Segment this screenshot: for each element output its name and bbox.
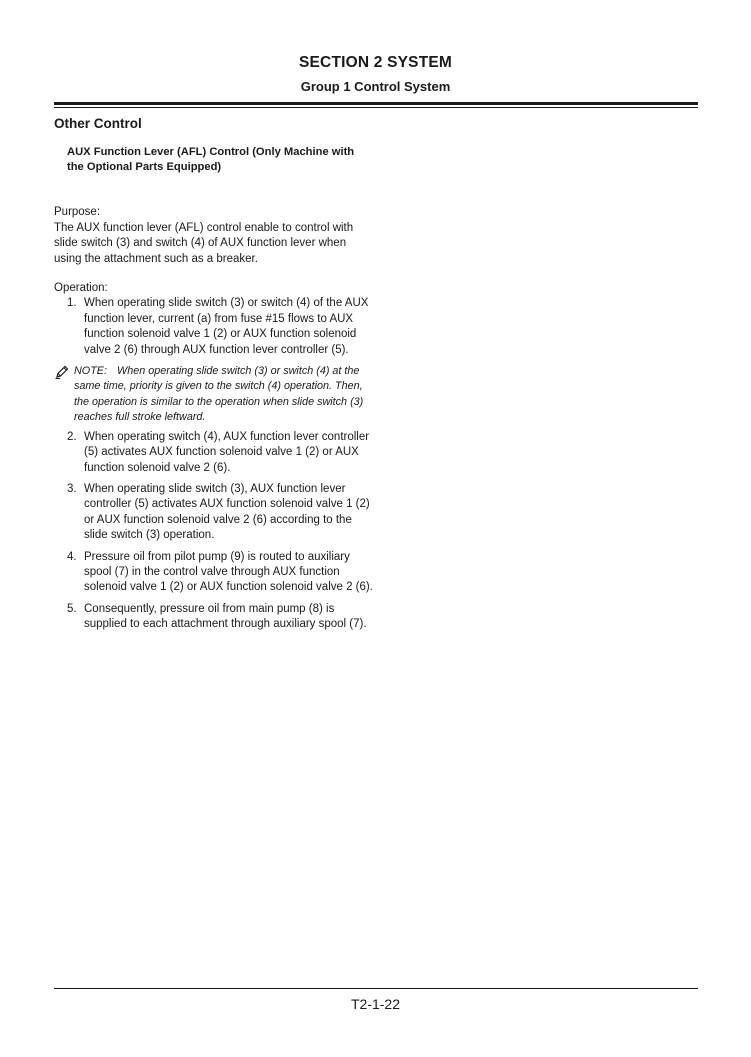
- step-number: 4.: [67, 550, 77, 563]
- note-block: [54, 364, 374, 426]
- list-item: [54, 482, 374, 544]
- list-item: [54, 296, 374, 358]
- note-text: When operating slide switch (3) or switch (4) at the same time, priority is given to the switch (4) operation. Then, the operation is similar to the operation when slide switch (3) reaches full stroke leftward.: [74, 365, 364, 424]
- list-item: [54, 550, 374, 596]
- page-number: T2-1-22: [350, 996, 401, 1012]
- header-rule-thin: [54, 107, 698, 108]
- purpose-label: Purpose:: [54, 206, 101, 219]
- step-number: 5.: [67, 602, 77, 615]
- step-text: When operating switch (4), AUX function lever controller (5) activates AUX function solenoid valve 1 (2) or AUX function solenoid valve 2 (6).: [84, 430, 370, 474]
- main-content: [54, 116, 374, 639]
- group-title: Group 1 Control System: [300, 79, 451, 94]
- operation-steps-continued: [54, 430, 374, 633]
- operation-steps: [54, 296, 374, 358]
- list-item: [54, 602, 374, 633]
- operation-label: Operation:: [54, 282, 108, 295]
- step-text: When operating slide switch (3) or switch (4) of the AUX function lever, current (a) from fuse #15 flows to AUX function solenoid valve 1 (2) or AUX function solenoid valve 2 (6) through AUX function lever controller (5).: [84, 297, 369, 356]
- note-label: NOTE:: [74, 365, 107, 378]
- step-text: Consequently, pressure oil from main pump (8) is supplied to each attachment through auxiliary spool (7).: [84, 602, 367, 631]
- step-number: 1.: [67, 297, 77, 310]
- step-text: Pressure oil from pilot pump (9) is routed to auxiliary spool (7) in the control valve through AUX function solenoid valve 1 (2) or AUX function solenoid valve 2 (6).: [84, 550, 373, 594]
- section-heading: Other Control: [54, 116, 142, 131]
- footer-rule: [54, 988, 698, 989]
- step-text: When operating slide switch (3), AUX function lever controller (5) activates AUX function solenoid valve 1 (2) or AUX function solenoid valve 2 (6) according to the slide switch (3) operation.: [84, 482, 370, 542]
- pencil-note-icon: [54, 364, 70, 380]
- purpose-text: The AUX function lever (AFL) control enable to control with slide switch (3) and switch (4) of AUX function lever when using the attachment such as a breaker.: [54, 221, 354, 265]
- step-number: 2.: [67, 430, 77, 443]
- step-number: 3.: [67, 482, 77, 495]
- header-rule-thick: [54, 102, 698, 105]
- section-title: SECTION 2 SYSTEM: [298, 54, 453, 71]
- subsection-heading: AUX Function Lever (AFL) Control (Only Machine with the Optional Parts Equipped): [67, 146, 355, 174]
- list-item: [54, 430, 374, 476]
